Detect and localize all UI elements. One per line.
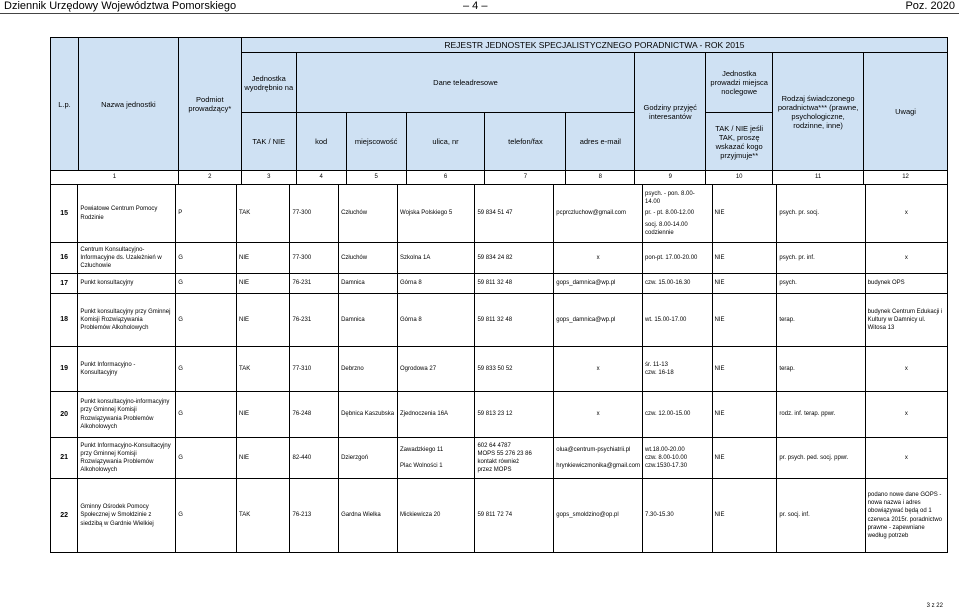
row-operator: G [176,479,237,553]
row-email: gops_damnica@wp.pl [554,294,643,347]
row-lp: 15 [51,185,78,243]
row-street: Mickiewicza 20 [398,479,475,553]
row-separated: NIE [237,392,290,438]
row-code: 77-300 [290,185,339,243]
row-code: 76-213 [290,479,339,553]
col-number: 2 [178,171,241,185]
row-city: Damnica [339,294,398,347]
row-operator: G [176,392,237,438]
col-number: 7 [485,171,566,185]
col-number: 8 [566,171,635,185]
row-operator: G [176,347,237,392]
row-type: psych. pr. socj. [777,185,865,243]
col-notes-header: Uwagi [864,53,948,171]
table-row [51,438,948,479]
register-table-body [50,184,948,553]
col-separated-sub: TAK / NIE [241,113,296,171]
row-notes: budynek Centrum Edukacji i Kultury w Damnicy ul. Witosa 13 [865,294,947,347]
row-phone-line: 602 64 4787 [477,442,511,449]
row-phone: 59 834 24 82 [475,243,554,274]
row-shelter: NIE [712,274,777,294]
col-contact-header: Dane teleadresowe [296,53,635,113]
row-name: Punkt konsultacyjny [78,274,176,294]
table-row [51,294,948,347]
register-table-header [50,37,948,185]
row-notes: x [865,392,947,438]
row-email: gops_smoldzino@op.pl [554,479,643,553]
col-separated-header: Jednostka wyodrębnio na [241,53,296,113]
row-shelter: NIE [712,347,777,392]
col-number: 11 [773,171,864,185]
row-code: 76-248 [290,392,339,438]
row-email: x [554,392,643,438]
row-separated: NIE [237,274,290,294]
row-phone [475,438,554,479]
row-hours-line: czw. 16-18 [645,370,674,376]
row-type: pr. socj. inf. [777,479,865,553]
row-code: 77-310 [290,347,339,392]
row-separated: NIE [237,438,290,479]
row-operator: G [176,243,237,274]
row-name: Punkt Informacyjno - Konsultacyjny [78,347,176,392]
row-code: 82-440 [290,438,339,479]
row-code: 76-231 [290,274,339,294]
row-street [398,438,475,479]
register-title: REJESTR JEDNOSTEK SPECJALISTYCZNEGO PORADNICTWA - ROK 2015 [241,38,947,53]
row-email [554,438,643,479]
col-lp-header: L.p. [51,38,79,171]
row-type: terap. [777,294,865,347]
col-shelter-header: Jednostka prowadzi miejsca noclegowe [706,53,773,113]
row-name: Gminny Ośrodek Pomocy Społecznej w Smołdzinie z siedzibą w Gardnie Wielkiej [78,479,176,553]
row-lp: 19 [51,347,78,392]
row-shelter: NIE [712,185,777,243]
row-email: x [554,347,643,392]
row-notes: x [865,185,947,243]
row-name: Punkt konsultacyjno-informacyjny przy Gminnej Komisji Rozwiązywania Problemów Alkoholowych [78,392,176,438]
row-hours-line: czw.1530-17.30 [645,463,688,470]
row-code: 76-231 [290,294,339,347]
row-city: Dzierzgoń [339,438,398,479]
row-type: psych. pr. inf. [777,243,865,274]
row-phone: 59 811 32 48 [475,274,554,294]
row-hours: czw. 15.00-16.30 [643,274,712,294]
header-rule [0,13,959,14]
row-street: Szkolna 1A [398,243,475,274]
col-street-header: ulica, nr [406,113,485,171]
col-name-header: Nazwa jednostki [78,38,178,171]
col-email-header: adres e-mail [566,113,635,171]
row-notes: x [865,347,947,392]
col-number: 4 [296,171,346,185]
row-city: Damnica [339,274,398,294]
row-hours [643,185,712,243]
row-street: Zjednoczenia 16A [398,392,475,438]
row-type: rodz. inf. terap. ppwr. [777,392,865,438]
row-shelter: NIE [712,392,777,438]
row-city: Gardna Wielka [339,479,398,553]
row-lp: 16 [51,243,78,274]
row-phone: 59 811 32 48 [475,294,554,347]
row-operator: G [176,294,237,347]
row-hours: czw. 12.00-15.00 [643,392,712,438]
page-header-left: Dziennik Urzędowy Województwa Pomorskiego [4,0,237,12]
row-phone: 59 833 50 52 [475,347,554,392]
row-street-line: Zawadzkiego 11 [400,446,444,453]
col-number: 9 [635,171,706,185]
row-hours-line: psych. - pon. 8.00-14.00 [645,191,695,206]
row-separated: TAK [237,347,290,392]
row-name: Powiatowe Centrum Pomocy Rodzinie [78,185,176,243]
row-city: Dębnica Kaszubska [339,392,398,438]
row-email: pcprczluchow@gmail.com [554,185,643,243]
row-separated: TAK [237,479,290,553]
row-code: 77-300 [290,243,339,274]
row-hours: wt. 15.00-17.00 [643,294,712,347]
row-hours-line: wt.18.00-20.00 [645,446,685,453]
row-hours: 7.30-15.30 [643,479,712,553]
row-notes: podano nowe dane GOPS - nowa nazwa i adres obowiązywać będą od 1 czerwca 2015r. poradnictwo prawne - zapewniane według potrzeb [865,479,947,553]
col-number: 5 [346,171,406,185]
col-number: 10 [706,171,773,185]
row-email-line: olua@centrum-psychiatrii.pl [556,446,631,453]
row-operator: G [176,274,237,294]
row-email: gops_damnica@wp.pl [554,274,643,294]
row-hours-line: pr. - pt. 8.00-12.00 [645,210,695,217]
col-type-header: Rodzaj świadczonego poradnictwa*** (prawne, psychologiczne, rodzinne, inne) [773,53,864,171]
row-lp: 18 [51,294,78,347]
row-street: Wojska Polskiego 5 [398,185,475,243]
col-number: 1 [51,171,179,185]
col-shelter-sub: TAK / NIE jeśli TAK, proszę wskazać kogo przyjmuje** [706,113,773,171]
row-city: Człuchów [339,243,398,274]
col-number: 6 [406,171,485,185]
col-number: 3 [241,171,296,185]
row-notes: x [865,243,947,274]
row-shelter: NIE [712,294,777,347]
row-hours: pon-pt. 17.00-20.00 [643,243,712,274]
row-separated: TAK [237,185,290,243]
row-phone: 59 813 23 12 [475,392,554,438]
row-separated: NIE [237,294,290,347]
row-lp: 21 [51,438,78,479]
row-hours [643,347,712,392]
row-name: Punkt Informacyjno-Konsultacyjny przy Gminnej Komisji Rozwiązywania Problemów Alkoholowych [78,438,176,479]
row-operator: G [176,438,237,479]
col-phone-header: telefon/fax [485,113,566,171]
row-email-line: hrynkiewiczmonika@gmail.com [556,463,641,469]
col-hours-header: Godziny przyjęć interesantów [635,53,706,171]
row-street: Górna 8 [398,294,475,347]
row-type: terap. [777,347,865,392]
table-row [51,185,948,243]
row-type: pr. psych. ped. socj. ppwr. [777,438,865,479]
row-name: Centrum Konsultacyjno-Informacyjne ds. Uzależnień w Człuchowie [78,243,176,274]
page-header-center: – 4 – [463,0,488,12]
row-hours-line: czw. 8.00-10.00 [645,454,688,461]
row-lp: 17 [51,274,78,294]
row-street-line: Plac Wolności 1 [400,463,443,469]
row-shelter: NIE [712,243,777,274]
row-notes: x [865,438,947,479]
row-operator: P [176,185,237,243]
col-number: 12 [864,171,948,185]
table-row [51,479,948,553]
row-notes: budynek OPS [865,274,947,294]
row-separated: NIE [237,243,290,274]
row-shelter: NIE [712,479,777,553]
row-phone-line: MOPS 55 276 23 86 [477,450,532,457]
row-phone: 59 811 72 74 [475,479,554,553]
row-hours-line: socj. 8.00-14.00 codziennie [645,221,688,236]
table-row [51,243,948,274]
row-name: Punkt konsultacyjny przy Gminnej Komisji Rozwiązywania Problemów Alkoholowych [78,294,176,347]
row-city: Człuchów [339,185,398,243]
col-code-header: kod [296,113,346,171]
col-operator-header: Podmiot prowadzący* [178,38,241,171]
table-row [51,347,948,392]
row-city: Debrzno [339,347,398,392]
page-header-right: Poz. 2020 [905,0,955,12]
col-city-header: miejscowość [346,113,406,171]
row-type: psych. [777,274,865,294]
row-phone-line: przez MOPS [477,467,512,474]
row-lp: 22 [51,479,78,553]
page-footer: 3 z 22 [926,603,943,609]
row-phone-line: kontakt również [477,459,520,465]
row-hours [643,438,712,479]
row-phone: 59 834 51 47 [475,185,554,243]
row-street: Ogrodowa 27 [398,347,475,392]
row-street: Górna 8 [398,274,475,294]
table-row [51,274,948,294]
table-row [51,392,948,438]
row-lp: 20 [51,392,78,438]
row-hours-line: śr. 11-13 [645,361,668,368]
row-shelter: NIE [712,438,777,479]
row-email: x [554,243,643,274]
